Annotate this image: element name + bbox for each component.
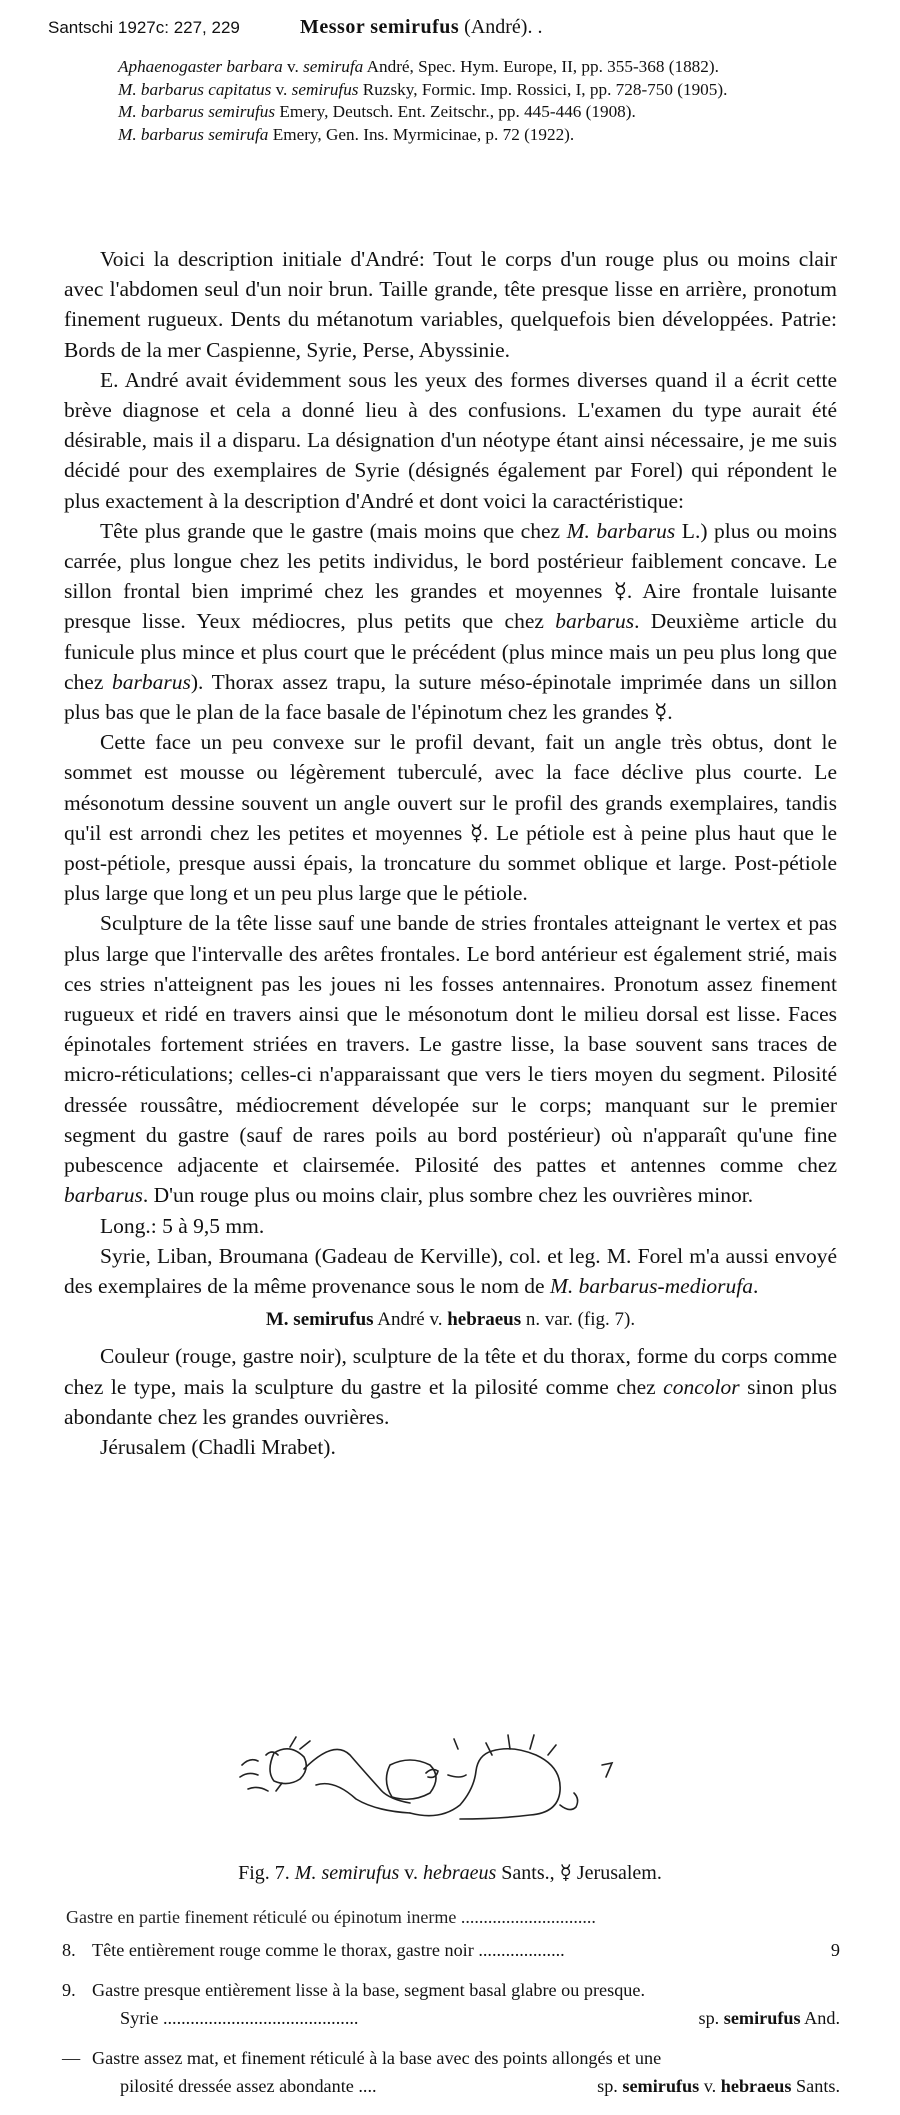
taxon-name: barbarus xyxy=(555,609,635,634)
synonym-entry xyxy=(118,56,833,79)
taxon-name: M. semirufus xyxy=(265,1309,374,1331)
key-couplet-dash-cont xyxy=(62,2072,840,2100)
paragraph-andre-description: Voici la description initiale d'André: Tout le corps d'un rouge plus ou moins clair avec l'abdomen seul d'un noir brun. Taille grande, tête presque lisse en arrière, pronotum finement rugueux. Dents du métanotum variables, quelquefois bien développées. Patrie: Bords de la mer Caspienne, Syrie, Perse, Abyssinie. xyxy=(64,247,837,362)
species-heading xyxy=(300,16,542,39)
text-run: v. xyxy=(399,1862,423,1884)
text-run: Sculpture de la tête lisse sauf une bande de stries frontales atteignant le vertex et pas plus large que l'intervalle des arêtes frontales. Le bord antérieur est également strié, mais ces stries n'atteignent pas les joues ni les fosses antennaires. Pronotum assez finement rugueux et ridé en travers ainsi que le mésonotum dont le milieu dorsal est lisse. Faces épinotales fortement striées en travers. Le gastre lisse, la base souvent sans traces de micro-réticulations; celles-ci n'apparaissant que vers le tiers moyen du segment. Pilosité dressée roussâtre, médiocrement dévelopée sur le corps; manquant sur le premier segment du gastre (sauf de rares poils au bord postérieur) où n'apparaît qu'une fine pubescence adjacente et clairsemée. Pilosité des pattes et antennes comme chez xyxy=(64,911,837,1178)
synonym-entry xyxy=(118,124,833,147)
synonym-rank: v. xyxy=(271,79,292,99)
key-cut-line xyxy=(66,1907,836,1931)
synonym-name: semirufus xyxy=(291,79,359,99)
synonym-name: M. barbarus capitatus xyxy=(118,79,272,99)
key-couplet-9 xyxy=(62,1976,840,2004)
genus-name: Messor xyxy=(300,16,366,38)
synonym-rank: v. xyxy=(282,57,304,76)
text-run: . D'un rouge plus ou moins clair, plus sombre chez les ouvrières minor. xyxy=(142,1183,754,1208)
taxon-name: semirufus xyxy=(723,2008,801,2028)
synonym-reference: Emery, Gen. Ins. Myrmicinae, p. 72 (1922). xyxy=(268,124,575,144)
key-couplet-9-cont xyxy=(62,2004,840,2032)
key-text: Syrie ........................................... xyxy=(120,2008,359,2028)
text-run: Tête plus grande que le gastre (mais moins que chez xyxy=(100,518,567,543)
text-run: sinon plus abondante chez les grandes ouvrières. xyxy=(64,1374,837,1429)
text-run: sp. xyxy=(597,2076,623,2096)
key-number: 9. xyxy=(62,1980,76,2000)
paragraph-hebraeus xyxy=(64,1341,837,1432)
text-run: n. var. (fig. 7). xyxy=(521,1309,636,1331)
variety-subheading xyxy=(64,1301,837,1341)
taxon-name: barbarus xyxy=(64,1183,143,1208)
citation-label: Santschi 1927c: 227, 229 xyxy=(48,18,240,37)
synonym-entry xyxy=(118,79,833,102)
paragraph-sculpture xyxy=(64,908,837,1210)
text-run: . xyxy=(753,1273,759,1298)
key-lead xyxy=(597,2072,840,2100)
key-text: Gastre presque entièrement lisse à la base, segment basal glabre ou presque. xyxy=(92,1980,645,2000)
taxon-name: hebraeus xyxy=(422,1862,497,1884)
species-author: (André). . xyxy=(464,16,543,38)
key-lead: 9 xyxy=(830,1940,840,1960)
taxon-name: hebraeus xyxy=(447,1309,522,1331)
ant-profile-figure xyxy=(230,1725,650,1835)
synonym-name: Aphaenogaster barbara xyxy=(118,57,283,76)
page-header xyxy=(0,14,900,44)
figure-label: Fig. 7. xyxy=(238,1862,295,1884)
synonym-reference: André, Spec. Hym. Europe, II, pp. 355-368 (1882). xyxy=(363,57,719,76)
text-run: Syrie, Liban, Broumana (Gadeau de Kerville), col. et leg. M. Forel m'a aussi envoyé des exemplaires de la même provenance sous le nom de xyxy=(64,1243,837,1298)
synonym-reference: Emery, Deutsch. Ent. Zeitschr., pp. 445-446 (1908). xyxy=(275,102,636,121)
paragraph-length: Long.: 5 à 9,5 mm. xyxy=(100,1213,265,1238)
taxon-name: barbarus xyxy=(112,669,191,694)
identification-key xyxy=(62,1936,840,2100)
text-run: And. xyxy=(800,2008,840,2028)
synonym-name: M. barbarus semirufa xyxy=(118,124,269,144)
paragraph-neotype: E. André avait évidemment sous les yeux des formes diverses quand il a écrit cette brève diagnose et cela a donné lieu à des confusions. L'examen du type aurait été désirable, mais il a disparu. La désignation d'un néotype étant ainsi nécessaire, je me suis décidé pour des exemplaires de Syrie (désignés également par Forel) qui répondent le plus exactement à la description d'André et dont voici la caractéristique: xyxy=(64,367,837,513)
key-cut-text: Gastre en partie finement réticulé ou épinotum inerme .............................. xyxy=(66,1907,596,1927)
taxon-name: M. semirufus xyxy=(294,1862,400,1884)
text-run: André v. xyxy=(373,1309,448,1331)
key-text: Tête entièrement rouge comme le thorax, gastre noir ................... xyxy=(92,1940,565,1960)
text-run: Couleur (rouge, gastre noir), sculpture de la tête et du thorax, forme du corps comme chez le type, mais la sculpture du gastre et la pilosité comme chez xyxy=(64,1344,837,1399)
key-lead xyxy=(699,2004,840,2032)
key-text: Gastre assez mat, et finement réticulé à la base avec des points allongés et une xyxy=(92,2048,662,2068)
synonymy-list xyxy=(118,56,833,146)
text-run: L.) plus ou moins carrée, plus longue chez les petits individus, le bord postérieur faiblement concave. Le sillon frontal bien imprimé chez les grandes et moyennes ☿. Aire frontale luisante presque lisse. Yeux médiocres, plus petits que chez xyxy=(64,518,837,634)
key-text: pilosité dressée assez abondante .... xyxy=(120,2076,377,2096)
species-name: semirufus xyxy=(370,16,460,38)
taxon-name: hebraeus xyxy=(720,2076,792,2096)
paragraph-localities xyxy=(64,1241,837,1301)
paragraph-profile: Cette face un peu convexe sur le profil devant, fait un angle très obtus, dont le sommet est mousse ou légèrement tuberculé, avec la face déclive plus courte. Le mésonotum dessine souvent un angle ouvert sur le profil des grands exemplaires, tandis qu'il est arrondi chez les petites et moyennes ☿. Le pétiole est à peine plus haut que le post-pétiole, presque aussi épais, la troncature du sommet oblique et large. Post-pétiole plus large que long et un peu plus large que le pétiole. xyxy=(64,730,837,906)
figure-caption xyxy=(0,1860,900,1885)
taxon-name: M. barbarus-mediorufa xyxy=(549,1273,754,1298)
synonym-name: semirufa xyxy=(303,57,364,76)
key-couplet-dash xyxy=(62,2044,840,2072)
text-run: ). Thorax assez trapu, la suture méso-épinotale imprimée dans un sillon plus bas que le plan de la face basale de l'épinotum chez les grandes ☿. xyxy=(64,669,837,725)
taxon-name: concolor xyxy=(663,1374,740,1399)
text-run: Sants. xyxy=(791,2076,840,2096)
text-run: sp. xyxy=(698,2008,724,2028)
text-run: v. xyxy=(699,2076,721,2096)
synonym-reference: Ruzsky, Formic. Imp. Rossici, I, pp. 728-750 (1905). xyxy=(358,79,728,99)
description-text xyxy=(64,244,837,1462)
synonym-name: M. barbarus semirufus xyxy=(118,102,276,121)
key-couplet-8 xyxy=(62,1936,840,1964)
paragraph-jerusalem: Jérusalem (Chadli Mrabet). xyxy=(100,1434,336,1459)
key-number: 8. xyxy=(62,1940,76,1960)
paragraph-head-thorax xyxy=(64,516,837,727)
text-run: Sants., ☿ Jerusalem. xyxy=(496,1862,662,1884)
text-run: . Deuxième article du funicule plus mince et plus court que le précédent (plus mince mais un peu plus long que chez xyxy=(64,609,837,694)
key-number: — xyxy=(62,2048,81,2068)
synonym-entry xyxy=(118,101,833,124)
taxon-name: semirufus xyxy=(622,2076,700,2096)
taxon-name: M. barbarus xyxy=(566,518,676,543)
